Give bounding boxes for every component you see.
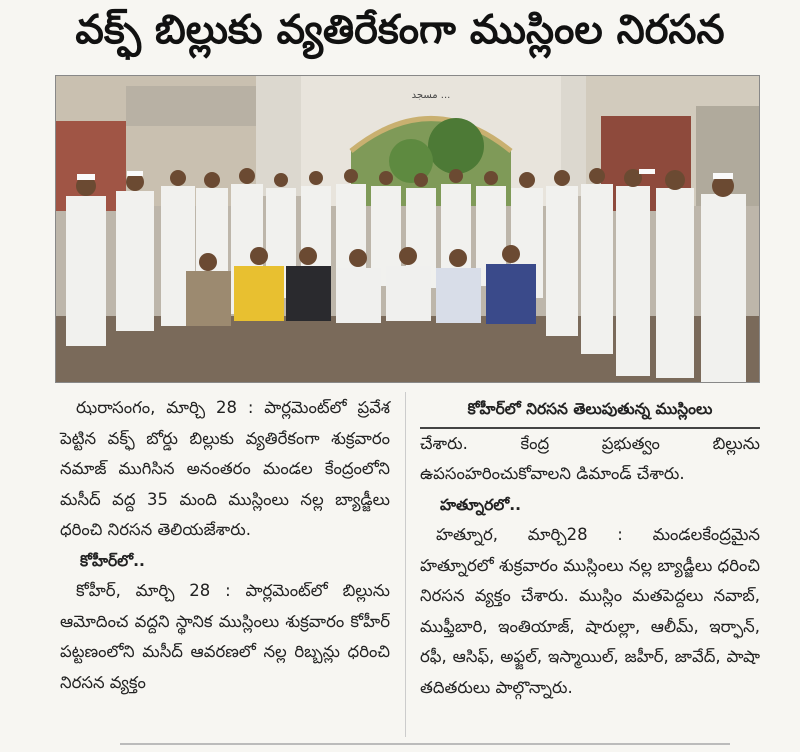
bottom-rule bbox=[120, 743, 730, 745]
right-column bbox=[420, 394, 760, 703]
left-column bbox=[60, 393, 390, 698]
subheading: కోహీర్‌లో.. bbox=[80, 551, 145, 570]
article-paragraph: చేశారు. కేంద్ర ప్రభుత్వం బిల్లును ఉపసంహరించుకోవాలని డిమాండ్ చేశారు. bbox=[420, 433, 760, 483]
news-photo bbox=[55, 75, 760, 383]
photo-caption: కోహీర్‌లో నిరసన తెలుపుతున్న ముస్లింలు bbox=[420, 394, 760, 429]
gate-sign: مسجد ... bbox=[411, 90, 451, 101]
headline: వక్ఫ్ బిల్లుకు వ్యతిరేకంగా ముస్లింల నిరసన bbox=[75, 7, 725, 53]
article-paragraph: కోహీర్, మార్చి 28 : పార్లమెంట్‌లో బిల్లును ఆమోదించ వద్దని స్థానిక ముస్లింలు శుక్రవారం కోహీర్ పట్టణంలోని మసీద్ ఆవరణలో నల్ల రిబ్బన్లు ధరించి నిరసన వ్యక్తం bbox=[60, 581, 390, 692]
subheading: హత్నూరలో.. bbox=[440, 495, 522, 514]
column-divider bbox=[405, 392, 406, 737]
article-paragraph: ఝరాసంగం, మార్చి 28 : పార్లమెంట్‌లో ప్రవేశ పెట్టిన వక్ఫ్ బోర్డు బిల్లుకు వ్యతిరేకంగా శుక్రవారం నమాజ్ ముగిసిన అనంతరం మండల కేంద్రంలోని మసీద్ వద్ద 35 మంది ముస్లింలు నల్ల బ్యాడ్జీలు ధరించి నిరసన తెలియజేశారు. bbox=[60, 398, 390, 539]
article-paragraph: హత్నూర, మార్చి28 : మండలకేంద్రమైన హత్నూరలో శుక్రవారం ముస్లింలు నల్ల బ్యాడ్జీలు ధరించి నిరసన వ్యక్తం చేశారు. ముస్లిం మతపెద్దలు నవాబ్, ముఫ్తీబారి, ఇంతియాజ్, షారుల్లా, ఆలీమ్, ఇర్ఫాన్, రఫీ, ఆసిఫ్, అఫ్జల్, ఇస్మాయిల్, జహీర్, జావేద్, పాషా తదితరులు పాల్గొన్నారు. bbox=[420, 525, 760, 697]
